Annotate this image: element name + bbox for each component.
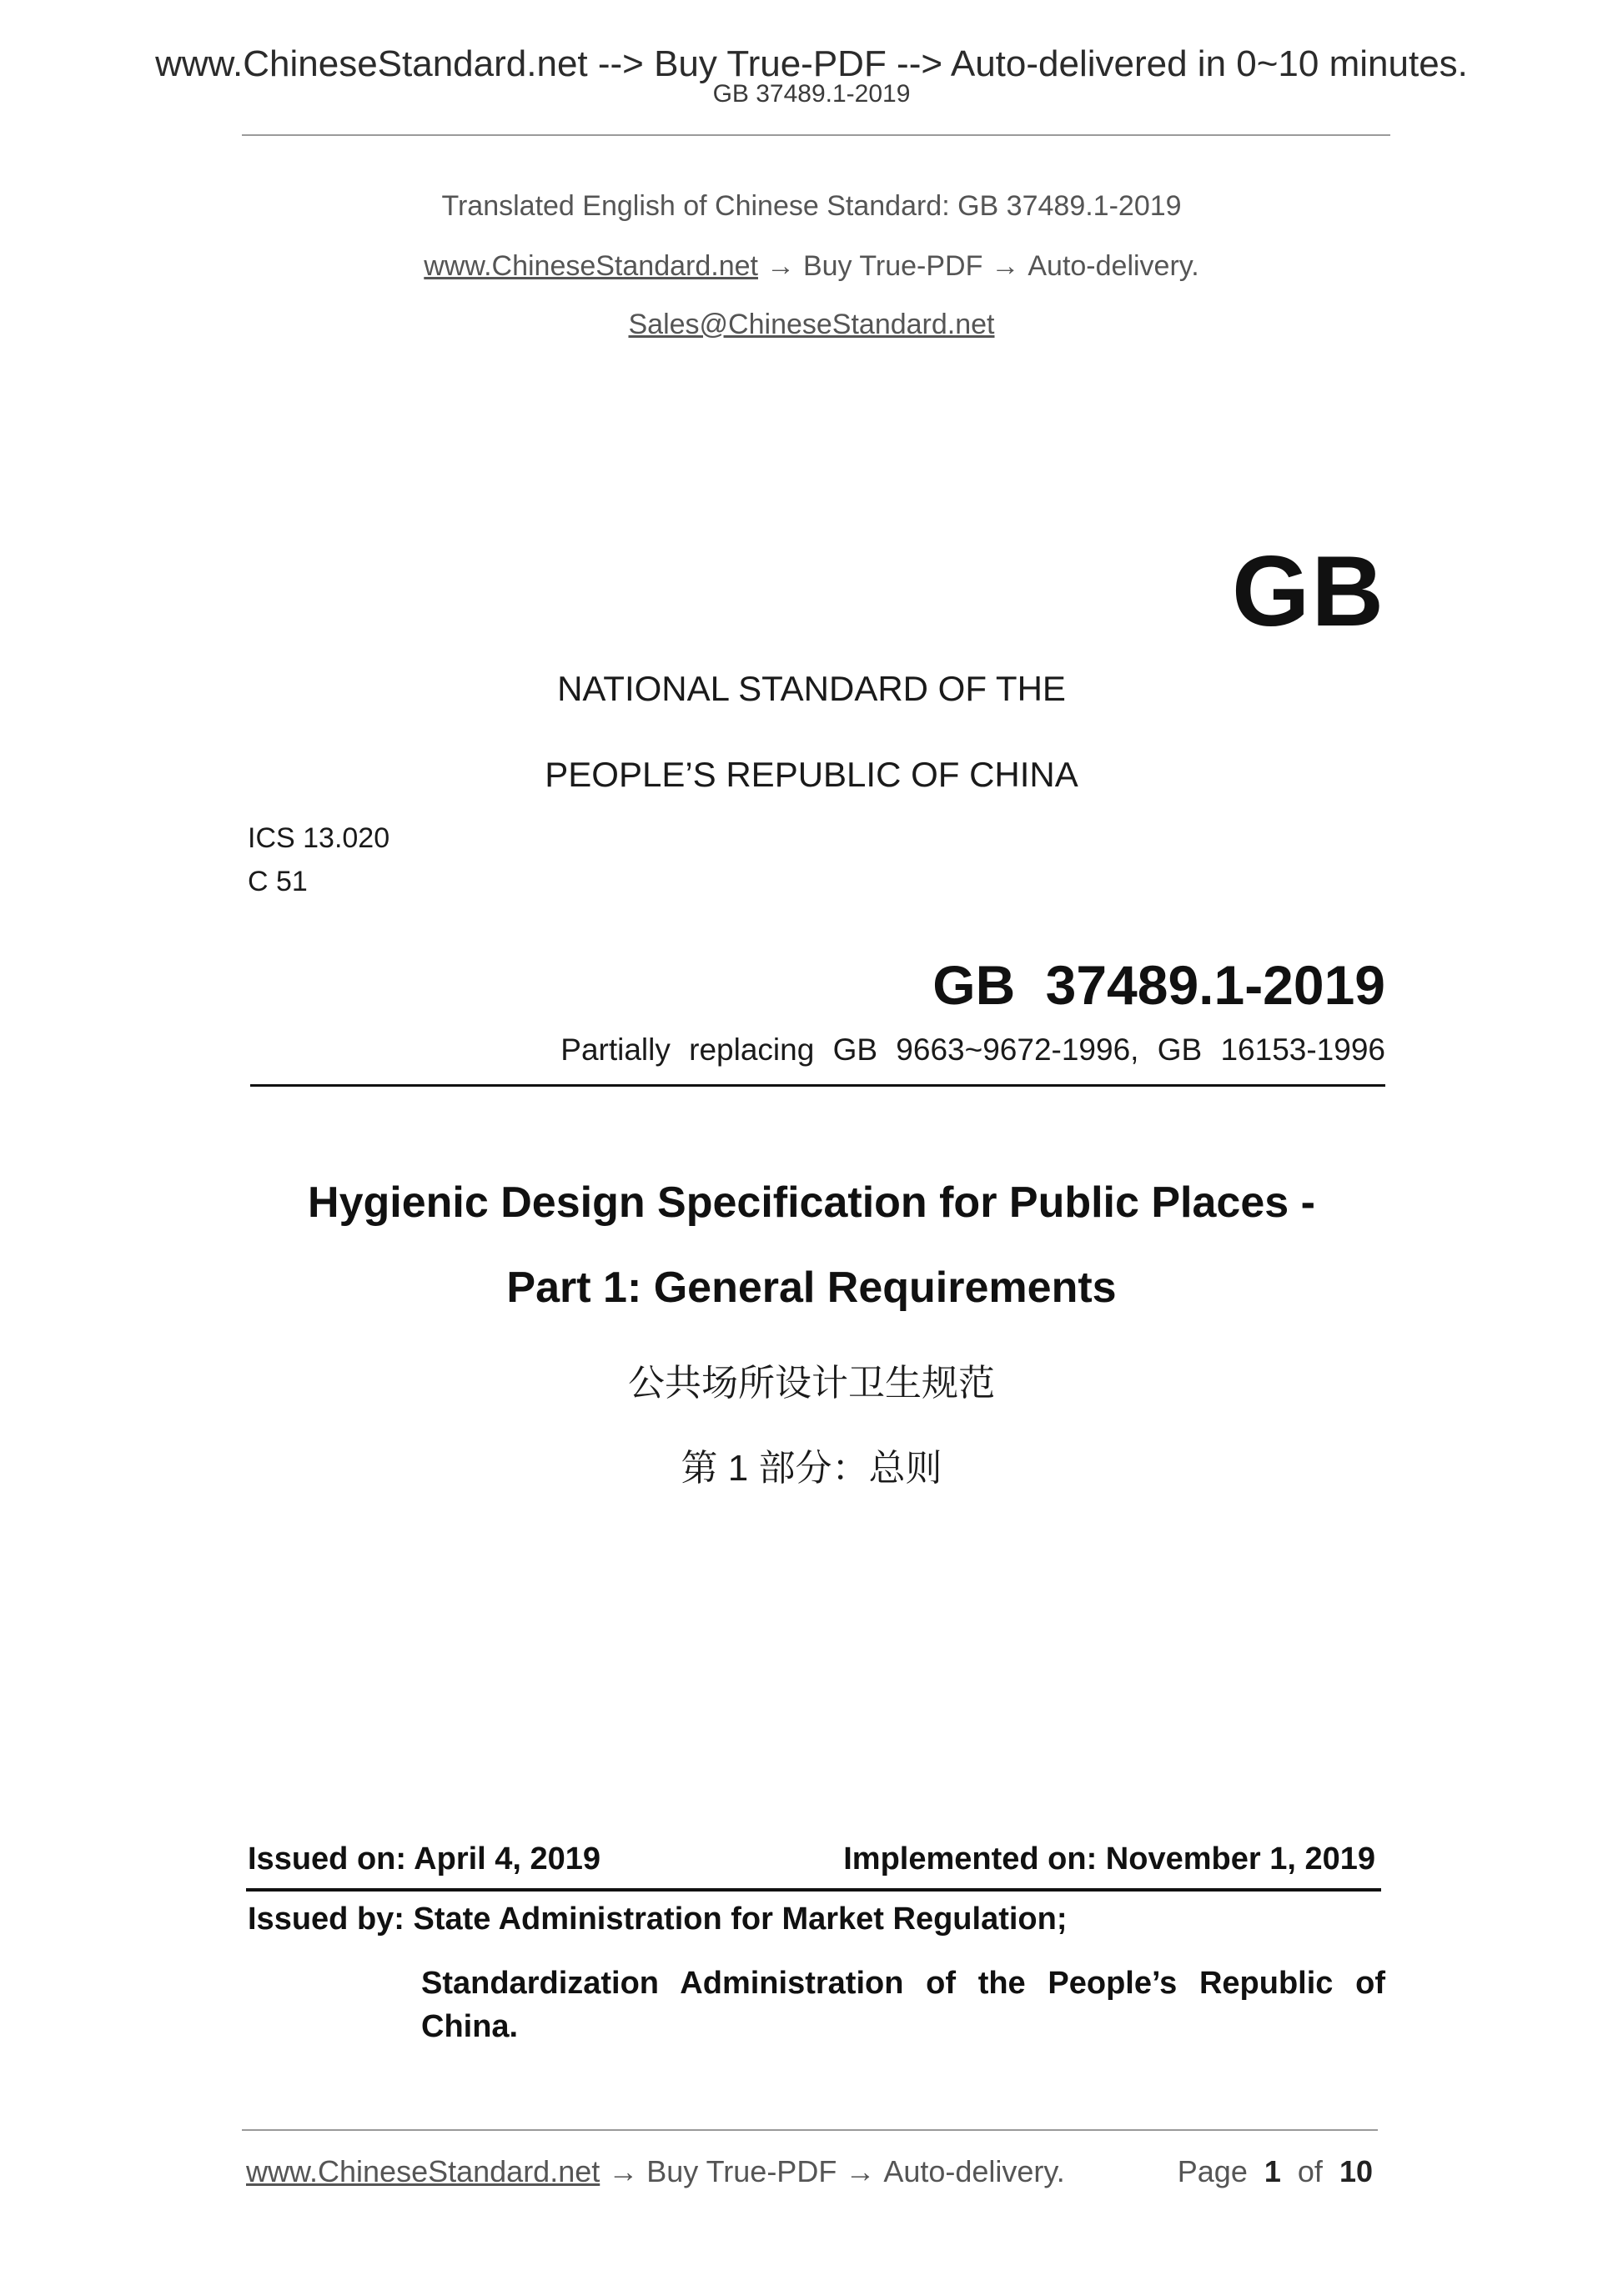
arrow-right-icon: → [991,250,1020,282]
arrow-right-icon: → [608,2154,639,2188]
ccs-code: C 51 [248,866,308,897]
running-header: GB 37489.1-2019 [712,80,911,108]
subheader-links [0,250,1623,283]
footer-site-link[interactable]: www.ChineseStandard.net [246,2154,600,2188]
footer-links [246,2154,1065,2189]
buy-true-pdf-text: Buy True-PDF [802,250,983,282]
page-of: of [1297,2154,1323,2188]
replacing-note: Partially replacing GB 9663~9672-1996, GB 16153-1996 [560,1032,1385,1067]
ics-code: ICS 13.020 [248,822,390,854]
national-standard-line-2: PEOPLE’S REPUBLIC OF CHINA [545,755,1078,794]
page-current: 1 [1264,2154,1281,2188]
email-row [0,309,1623,341]
title-cn-line-1: 公共场所设计卫生规范 [628,1363,995,1404]
page-indicator [1178,2154,1373,2189]
header-divider [242,134,1390,136]
title-divider [250,1084,1385,1087]
arrow-right-icon: → [766,250,795,282]
footer-divider [242,2129,1378,2131]
issued-on: Issued on: April 4, 2019 [248,1841,601,1876]
issued-by-second: Standardization Administration of the People’s Republic of China. [421,1966,1385,2044]
sales-email-link[interactable]: Sales@ChineseStandard.net [628,309,995,340]
standard-number: GB 37489.1-2019 [932,954,1385,1016]
top-banner: www.ChineseStandard.net --> Buy True-PDF --> Auto-delivered in 0~10 minutes. [155,43,1468,84]
site-link[interactable]: www.ChineseStandard.net [424,250,758,282]
translated-line: Translated English of Chinese Standard: GB 37489.1-2019 [441,190,1182,222]
page-total: 10 [1339,2154,1373,2188]
issued-by: Issued by: State Administration for Market Regulation; [248,1902,1068,1937]
title-en-line-2: Part 1: General Requirements [506,1264,1117,1312]
auto-delivery-text: Auto-delivery. [1028,250,1199,282]
implemented-on: Implemented on: November 1, 2019 [843,1841,1375,1876]
national-standard-line-1: NATIONAL STANDARD OF THE [557,669,1066,708]
footer-delivery-text: Auto-delivery. [883,2154,1065,2188]
arrow-right-icon: → [845,2154,876,2188]
title-en-line-1: Hygienic Design Specification for Public Places - [308,1178,1315,1227]
footer-buy-text: Buy True-PDF [646,2154,837,2188]
title-cn-line-2: 第 1 部分：总则 [681,1448,942,1489]
issue-divider [246,1888,1381,1892]
gb-mark: GB [1232,535,1385,647]
page-label: Page [1177,2154,1248,2188]
